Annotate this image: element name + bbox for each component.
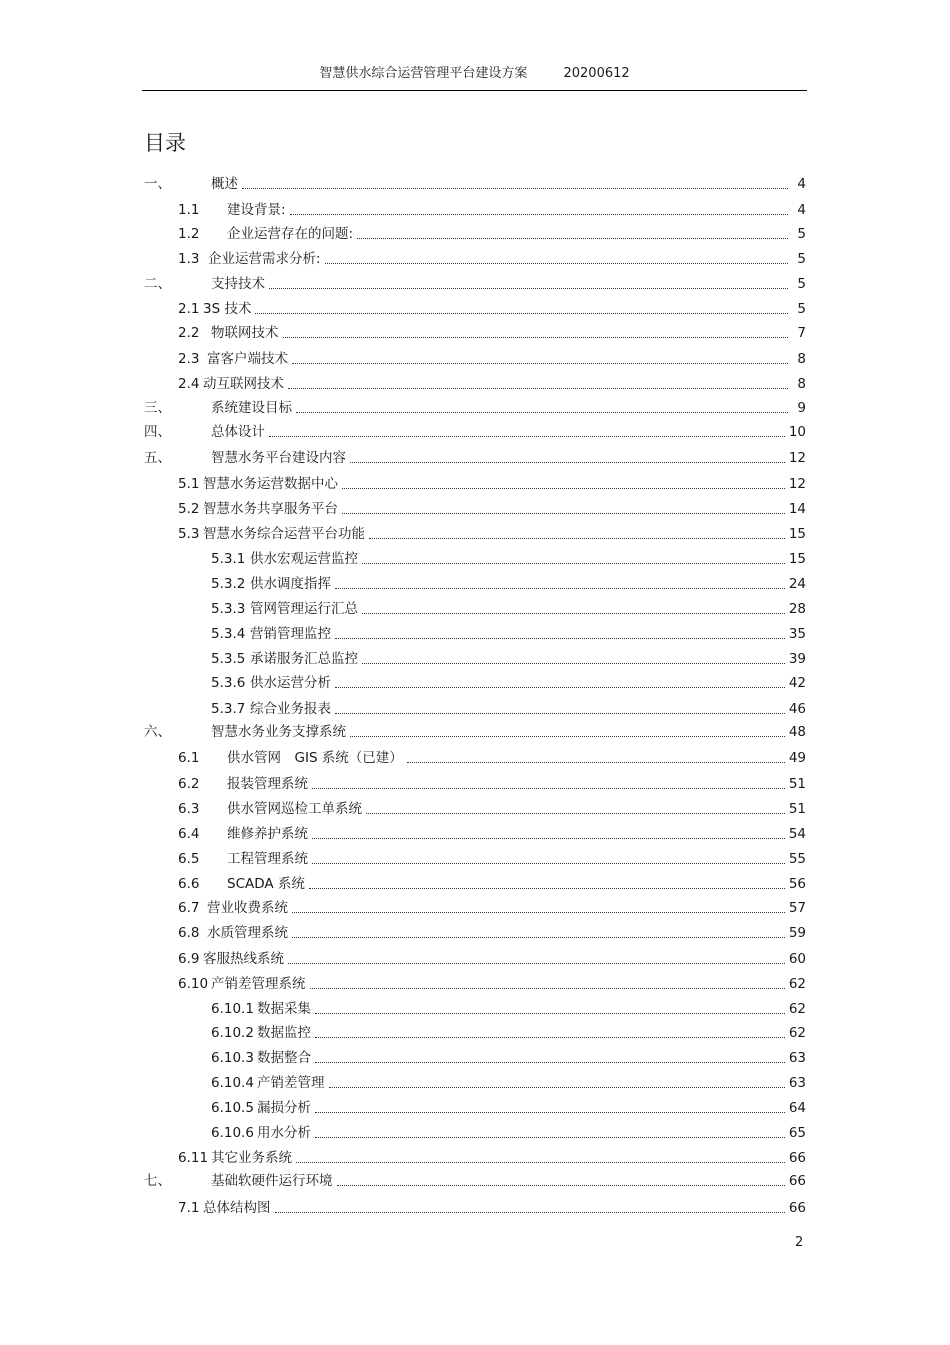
toc-entry-page: 60 xyxy=(788,951,806,967)
toc-entry-title: 报装管理系统 xyxy=(227,776,308,792)
toc-entry-title: 综合业务报表 xyxy=(250,701,331,717)
toc-entry-number: 6.3 xyxy=(178,801,200,817)
toc-entry-title: 系统建设目标 xyxy=(211,400,292,416)
toc-entry-page: 39 xyxy=(788,651,806,667)
toc-entry[interactable] xyxy=(178,822,806,842)
toc-dot-leader xyxy=(315,1013,785,1014)
toc-dot-leader xyxy=(357,238,788,239)
toc-dot-leader xyxy=(350,462,785,463)
toc-entry[interactable] xyxy=(178,372,806,392)
toc-entry[interactable] xyxy=(211,1071,806,1091)
toc-entry-title: 水质管理系统 xyxy=(207,925,288,941)
toc-entry-page: 63 xyxy=(788,1050,806,1066)
toc-entry-number: 6.9 xyxy=(178,951,200,967)
toc-entry[interactable] xyxy=(211,1046,806,1066)
toc-entry-title: 智慧水务综合运营平台功能 xyxy=(203,526,365,542)
toc-entry[interactable] xyxy=(144,446,806,466)
toc-entry-number: 5.3.6 xyxy=(211,675,246,691)
toc-entry-title: 供水调度指挥 xyxy=(250,576,331,592)
toc-entry-title: 基础软硬件运行环境 xyxy=(211,1173,333,1189)
toc-entry-number: 一、 xyxy=(144,176,171,192)
toc-entry-page: 5 xyxy=(797,276,806,292)
toc-entry[interactable] xyxy=(178,847,806,867)
toc-entry-title: 产销差管理 xyxy=(257,1075,325,1091)
toc-entry[interactable] xyxy=(178,321,806,341)
toc-entry[interactable] xyxy=(144,396,806,416)
toc-entry-page: 66 xyxy=(788,1150,806,1166)
toc-entry-title: 数据采集 xyxy=(257,1001,311,1017)
toc-entry-title: 客服热线系统 xyxy=(203,951,284,967)
toc-entry[interactable] xyxy=(178,347,806,367)
toc-dot-leader xyxy=(292,363,788,364)
toc-dot-leader xyxy=(342,488,785,489)
toc-entry-number: 6.2 xyxy=(178,776,200,792)
toc-entry-number: 6.10.6 xyxy=(211,1125,254,1141)
toc-dot-leader xyxy=(288,963,785,964)
toc-entry-page: 62 xyxy=(788,1001,806,1017)
toc-entry-title: 数据整合 xyxy=(257,1050,311,1066)
toc-entry-page: 15 xyxy=(788,526,806,542)
toc-entry-number: 6.10.5 xyxy=(211,1100,254,1116)
toc-entry[interactable] xyxy=(178,772,806,792)
toc-entry-page: 4 xyxy=(797,176,806,192)
toc-entry[interactable] xyxy=(178,872,806,892)
toc-entry-page: 46 xyxy=(788,701,806,717)
toc-entry-number: 6.11 xyxy=(178,1150,209,1166)
toc-entry-title: 维修养护系统 xyxy=(227,826,308,842)
toc-dot-leader xyxy=(335,638,785,639)
toc-entry-number: 五、 xyxy=(144,450,171,466)
toc-dot-leader xyxy=(315,1112,785,1113)
toc-entry-title: 智慧水务运营数据中心 xyxy=(203,476,338,492)
toc-entry-title: 承诺服务汇总监控 xyxy=(250,651,358,667)
toc-entry-number: 6.5 xyxy=(178,851,200,867)
toc-entry[interactable] xyxy=(211,671,806,691)
toc-dot-leader xyxy=(296,1162,785,1163)
toc-entry-number: 1.2 xyxy=(178,226,200,242)
toc-entry-page: 66 xyxy=(788,1200,806,1216)
toc-entry-title: 支持技术 xyxy=(211,276,265,292)
toc-entry-title: SCADA 系统 xyxy=(227,876,305,892)
toc-entry-number: 二、 xyxy=(144,276,171,292)
toc-entry-page: 35 xyxy=(788,626,806,642)
toc-entry[interactable] xyxy=(178,896,806,916)
toc-entry-title: 3S 技术 xyxy=(203,301,252,317)
toc-entry-page: 5 xyxy=(797,226,806,242)
toc-entry[interactable] xyxy=(178,1196,806,1216)
toc-entry-number: 6.10.2 xyxy=(211,1025,254,1041)
toc-entry-number: 6.6 xyxy=(178,876,200,892)
toc-entry-number: 6.1 xyxy=(178,750,200,766)
page-number: 2 xyxy=(795,1235,804,1250)
toc-entry-number: 6.8 xyxy=(178,925,200,941)
toc-entry[interactable] xyxy=(178,921,806,941)
toc-dot-leader xyxy=(255,313,788,314)
toc-entry[interactable] xyxy=(178,198,806,218)
toc-entry-number: 6.10.4 xyxy=(211,1075,254,1091)
toc-entry-page: 66 xyxy=(788,1173,806,1189)
toc-entry[interactable] xyxy=(178,947,806,967)
toc-entry-number: 2.2 xyxy=(178,325,200,341)
toc-entry-number: 5.1 xyxy=(178,476,200,492)
toc-entry-title: 总体结构图 xyxy=(203,1200,271,1216)
toc-entry-number: 1.3 xyxy=(178,251,200,267)
toc-entry-number: 6.10.1 xyxy=(211,1001,254,1017)
toc-entry-number: 2.1 xyxy=(178,301,200,317)
toc-dot-leader xyxy=(309,888,785,889)
document-date: 20200612 xyxy=(563,66,630,81)
toc-entry-title: 管网管理运行汇总 xyxy=(250,601,358,617)
toc-dot-leader xyxy=(288,388,788,389)
toc-entry[interactable] xyxy=(211,697,806,717)
toc-entry[interactable] xyxy=(178,797,806,817)
toc-entry[interactable] xyxy=(144,720,806,740)
toc-heading: 目录 xyxy=(144,131,186,155)
toc-dot-leader xyxy=(315,1137,785,1138)
toc-entry[interactable] xyxy=(144,1169,806,1189)
toc-entry[interactable] xyxy=(211,647,806,667)
toc-entry-title: 数据监控 xyxy=(257,1025,311,1041)
toc-dot-leader xyxy=(342,513,785,514)
toc-entry-page: 42 xyxy=(788,675,806,691)
toc-entry-page: 51 xyxy=(788,776,806,792)
toc-entry-number: 5.3 xyxy=(178,526,200,542)
toc-dot-leader xyxy=(315,1062,785,1063)
toc-dot-leader xyxy=(337,1185,785,1186)
toc-entry[interactable] xyxy=(211,597,806,617)
toc-entry-number: 六、 xyxy=(144,724,171,740)
toc-entry-title: 建设背景: xyxy=(227,202,286,218)
toc-entry-page: 62 xyxy=(788,976,806,992)
toc-dot-leader xyxy=(335,588,785,589)
toc-entry-title: 智慧水务共享服务平台 xyxy=(203,501,338,517)
toc-entry-page: 56 xyxy=(788,876,806,892)
toc-dot-leader xyxy=(369,538,785,539)
toc-entry[interactable] xyxy=(178,247,806,267)
toc-entry[interactable] xyxy=(178,297,806,317)
toc-entry-title: 其它业务系统 xyxy=(211,1150,292,1166)
toc-entry-number: 5.2 xyxy=(178,501,200,517)
toc-entry-title: 供水宏观运营监控 xyxy=(250,551,358,567)
toc-entry-page: 62 xyxy=(788,1025,806,1041)
toc-dot-leader xyxy=(310,988,785,989)
toc-entry-number: 七、 xyxy=(144,1173,171,1189)
toc-entry-title: 企业运营需求分析: xyxy=(208,251,321,267)
toc-entry-title: 企业运营存在的问题: xyxy=(227,226,354,242)
page-header xyxy=(142,62,807,91)
toc-entry-page: 9 xyxy=(797,400,806,416)
toc-dot-leader xyxy=(312,863,785,864)
toc-entry[interactable] xyxy=(144,420,806,440)
toc-dot-leader xyxy=(269,436,785,437)
toc-entry-number: 5.3.7 xyxy=(211,701,246,717)
toc-dot-leader xyxy=(242,188,788,189)
toc-entry-page: 55 xyxy=(788,851,806,867)
toc-entry-page: 51 xyxy=(788,801,806,817)
toc-entry-page: 63 xyxy=(788,1075,806,1091)
toc-entry-number: 四、 xyxy=(144,424,171,440)
toc-dot-leader xyxy=(315,1037,785,1038)
toc-dot-leader xyxy=(362,613,785,614)
toc-entry-title: 营销管理监控 xyxy=(250,626,331,642)
toc-entry-title: 供水管网巡检工单系统 xyxy=(227,801,362,817)
toc-entry-page: 12 xyxy=(788,476,806,492)
toc-entry-page: 10 xyxy=(788,424,806,440)
toc-entry-page: 59 xyxy=(788,925,806,941)
toc-entry[interactable] xyxy=(178,1146,806,1166)
toc-dot-leader xyxy=(292,937,785,938)
toc-entry-page: 49 xyxy=(788,750,806,766)
toc-entry[interactable] xyxy=(211,1121,806,1141)
toc-entry-title: 富客户端技术 xyxy=(207,351,288,367)
toc-entry[interactable] xyxy=(144,272,806,292)
toc-entry-page: 64 xyxy=(788,1100,806,1116)
toc-entry-title: 漏损分析 xyxy=(257,1100,311,1116)
toc-entry-title: 工程管理系统 xyxy=(227,851,308,867)
toc-entry-number: 6.10.3 xyxy=(211,1050,254,1066)
toc-entry[interactable] xyxy=(211,1096,806,1116)
toc-entry-title: 概述 xyxy=(211,176,238,192)
toc-entry[interactable] xyxy=(211,572,806,592)
toc-dot-leader xyxy=(312,788,785,789)
toc-entry[interactable] xyxy=(211,547,806,567)
toc-entry-title: 智慧水务业务支撑系统 xyxy=(211,724,346,740)
toc-dot-leader xyxy=(362,563,785,564)
toc-entry-number: 三、 xyxy=(144,400,171,416)
toc-entry-page: 8 xyxy=(797,351,806,367)
toc-entry-page: 7 xyxy=(797,325,806,341)
toc-entry-number: 2.3 xyxy=(178,351,200,367)
toc-entry[interactable] xyxy=(144,172,806,192)
toc-dot-leader xyxy=(325,263,788,264)
toc-entry[interactable] xyxy=(211,997,806,1017)
toc-entry-title: 用水分析 xyxy=(257,1125,311,1141)
toc-entry[interactable] xyxy=(178,222,806,242)
toc-dot-leader xyxy=(296,412,788,413)
toc-entry[interactable] xyxy=(178,972,806,992)
toc-dot-leader xyxy=(312,838,785,839)
toc-entry-number: 6.10 xyxy=(178,976,209,992)
toc-dot-leader xyxy=(366,813,785,814)
toc-entry-number: 5.3.1 xyxy=(211,551,246,567)
toc-entry-page: 4 xyxy=(797,202,806,218)
toc-entry-page: 24 xyxy=(788,576,806,592)
toc-entry[interactable] xyxy=(178,746,806,766)
toc-entry-page: 12 xyxy=(788,450,806,466)
toc-entry-title: 智慧水务平台建设内容 xyxy=(211,450,346,466)
toc-dot-leader xyxy=(335,713,785,714)
toc-dot-leader xyxy=(335,687,785,688)
toc-entry[interactable] xyxy=(178,497,806,517)
toc-entry-number: 5.3.3 xyxy=(211,601,246,617)
toc-entry-number: 5.3.4 xyxy=(211,626,246,642)
toc-entry-page: 8 xyxy=(797,376,806,392)
toc-entry-page: 5 xyxy=(797,301,806,317)
toc-entry-number: 5.3.2 xyxy=(211,576,246,592)
toc-entry-title: 产销差管理系统 xyxy=(211,976,306,992)
toc-dot-leader xyxy=(362,663,785,664)
toc-entry-page: 28 xyxy=(788,601,806,617)
toc-dot-leader xyxy=(350,736,785,737)
toc-entry-page: 14 xyxy=(788,501,806,517)
toc-entry-title: 供水管网 GIS 系统（已建） xyxy=(227,750,403,766)
toc-entry-page: 48 xyxy=(788,724,806,740)
toc-entry-number: 6.4 xyxy=(178,826,200,842)
toc-entry-title: 供水运营分析 xyxy=(250,675,331,691)
toc-entry-number: 2.4 xyxy=(178,376,200,392)
toc-entry[interactable] xyxy=(178,472,806,492)
toc-entry-page: 57 xyxy=(788,900,806,916)
toc-dot-leader xyxy=(275,1212,785,1213)
toc-entry-page: 54 xyxy=(788,826,806,842)
toc-dot-leader xyxy=(292,912,785,913)
document-title: 智慧供水综合运营管理平台建设方案 xyxy=(319,66,528,81)
toc-entry-title: 物联网技术 xyxy=(211,325,279,341)
toc-entry[interactable] xyxy=(211,1021,806,1041)
toc-entry-number: 1.1 xyxy=(178,202,200,218)
toc-entry-title: 营业收费系统 xyxy=(207,900,288,916)
toc-dot-leader xyxy=(269,288,788,289)
toc-dot-leader xyxy=(329,1087,785,1088)
toc-entry-number: 5.3.5 xyxy=(211,651,246,667)
toc-entry-title: 总体设计 xyxy=(211,424,265,440)
toc-dot-leader xyxy=(407,762,785,763)
toc-dot-leader xyxy=(283,337,789,338)
toc-entry[interactable] xyxy=(211,622,806,642)
toc-entry-title: 动互联网技术 xyxy=(203,376,284,392)
toc-entry-page: 15 xyxy=(788,551,806,567)
toc-entry-number: 6.7 xyxy=(178,900,200,916)
toc-entry-page: 5 xyxy=(797,251,806,267)
toc-dot-leader xyxy=(290,214,788,215)
toc-entry-number: 7.1 xyxy=(178,1200,200,1216)
toc-entry-page: 65 xyxy=(788,1125,806,1141)
toc-entry[interactable] xyxy=(178,522,806,542)
